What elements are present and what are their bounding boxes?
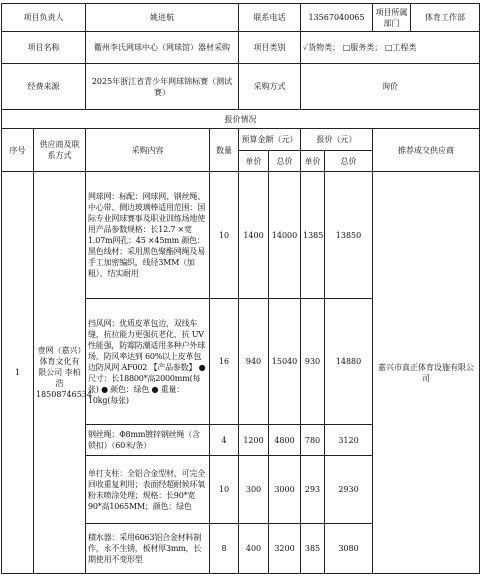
item-budget-total: 14000 bbox=[269, 172, 301, 299]
item-quote-unit: 930 bbox=[301, 299, 325, 425]
item-quote-total: 14880 bbox=[325, 299, 373, 425]
item-budget-total: 3000 bbox=[269, 456, 301, 524]
person-value: 姚进航 bbox=[86, 4, 239, 32]
item-qty: 10 bbox=[210, 456, 239, 524]
category-works-checkbox[interactable]: □工程类 bbox=[384, 43, 417, 52]
item-quote-unit: 780 bbox=[301, 425, 325, 456]
table-row bbox=[2, 172, 480, 299]
row-col-header-1 bbox=[2, 129, 480, 151]
item-quote-total: 3080 bbox=[325, 524, 373, 574]
phone-label: 联系电话 bbox=[239, 4, 301, 32]
item-quote-total: 2930 bbox=[325, 456, 373, 524]
method-value: 询价 bbox=[301, 64, 480, 110]
item-content: 网球网：标配：网球网、钢丝绳、中心带、侧边玻璃棒适用范围：国际专业网球赛事及职业训练场地使用产品参数规格：长12.7 ×宽1.07m网孔：45 ×45mm 颜色：黑色线材：采用黑色聚酯网绳及易手工加密编织，线径3MM（加粗），结实耐用 bbox=[86, 172, 210, 299]
item-budget-total: 4800 bbox=[269, 425, 301, 456]
item-budget-total: 15040 bbox=[269, 299, 301, 425]
dept-label: 项目所属部门 bbox=[373, 4, 411, 32]
item-budget-unit: 300 bbox=[239, 456, 269, 524]
item-content: 钢丝绳：Φ8mm镀锌钢丝绳（含锁扣）（60米/条） bbox=[86, 425, 210, 456]
col-budget-unit: 单价 bbox=[239, 151, 269, 172]
name-value: 衢州李氏网球中心（网球馆）器材采购 bbox=[86, 32, 239, 64]
source-value: 2025年浙江省青少年网球锦标赛（测试赛） bbox=[86, 64, 239, 110]
category-service-checkbox[interactable]: □服务类； bbox=[342, 43, 383, 52]
item-quote-unit: 1385 bbox=[301, 172, 325, 299]
item-content: 单打支柱：全铝合金型材，可完全回收重复利用；表面经超耐候环氧粉末喷涂处理；规格：长90*宽90*高1065MM；颜色：绿色 bbox=[86, 456, 210, 524]
row-person bbox=[2, 4, 480, 32]
item-qty: 4 bbox=[210, 425, 239, 456]
item-quote-unit: 385 bbox=[301, 524, 325, 574]
col-recommended: 推荐成交供应商 bbox=[373, 129, 480, 172]
method-label: 采购方式 bbox=[239, 64, 301, 110]
col-quote: 报价（元） bbox=[301, 129, 373, 151]
row-source bbox=[2, 64, 480, 110]
quote-title: 报价情况 bbox=[2, 110, 480, 129]
item-budget-unit: 400 bbox=[239, 524, 269, 574]
item-quote-unit: 293 bbox=[301, 456, 325, 524]
item-content: 挡风网：优质皮革包边，双线车缝，抗拉能力更强抗老化、抗 UV 性能强，防霉防潮适用多种户外球场，防风率达到 60%以上皮革包边防风网 AF002 【产品参数】 ●尺寸：长18800*高2000mm(每张) ● 颜色：绿色 ● 重量：10kg(每张) bbox=[86, 299, 210, 425]
phone-value: 13567040065 bbox=[301, 4, 373, 32]
row-quote-title bbox=[2, 110, 480, 129]
col-budget-total: 总价 bbox=[269, 151, 301, 172]
row-project bbox=[2, 32, 480, 64]
item-qty: 16 bbox=[210, 299, 239, 425]
col-qty: 数量 bbox=[210, 129, 239, 172]
person-label: 项目负责人 bbox=[2, 4, 86, 32]
group-recommended: 嘉兴市真正体育设施有限公司 bbox=[373, 172, 480, 574]
col-quote-unit: 单价 bbox=[301, 151, 325, 172]
item-quote-total: 3120 bbox=[325, 425, 373, 456]
item-budget-unit: 940 bbox=[239, 299, 269, 425]
item-qty: 10 bbox=[210, 172, 239, 299]
category-options bbox=[301, 32, 480, 64]
item-quote-total: 13850 bbox=[325, 172, 373, 299]
col-supplier: 供应商及联系方式 bbox=[34, 129, 86, 172]
category-label: 项目类别 bbox=[239, 32, 301, 64]
item-qty: 8 bbox=[210, 524, 239, 574]
group-seq: 1 bbox=[2, 172, 34, 574]
col-content: 采购内容 bbox=[86, 129, 210, 172]
item-budget-total: 3200 bbox=[269, 524, 301, 574]
dept-value: 体育工作部 bbox=[411, 4, 480, 32]
item-budget-unit: 1200 bbox=[239, 425, 269, 456]
col-budget: 预算金额（元） bbox=[239, 129, 301, 151]
col-seq: 序号 bbox=[2, 129, 34, 172]
source-label: 经费来源 bbox=[2, 64, 86, 110]
col-quote-total: 总价 bbox=[325, 151, 373, 172]
procurement-table bbox=[1, 3, 480, 574]
item-content: 積水器：采用6063铝合金材料制作，永不生锈，板材厚3mm，长期使用不变形型 bbox=[86, 524, 210, 574]
item-budget-unit: 1400 bbox=[239, 172, 269, 299]
name-label: 项目名称 bbox=[2, 32, 86, 64]
category-goods-checkbox[interactable]: ✓货物类； bbox=[303, 43, 341, 52]
group-supplier: 壹网（嘉兴）体育文化有限公司 李柏浩 18508746534 bbox=[34, 172, 86, 574]
